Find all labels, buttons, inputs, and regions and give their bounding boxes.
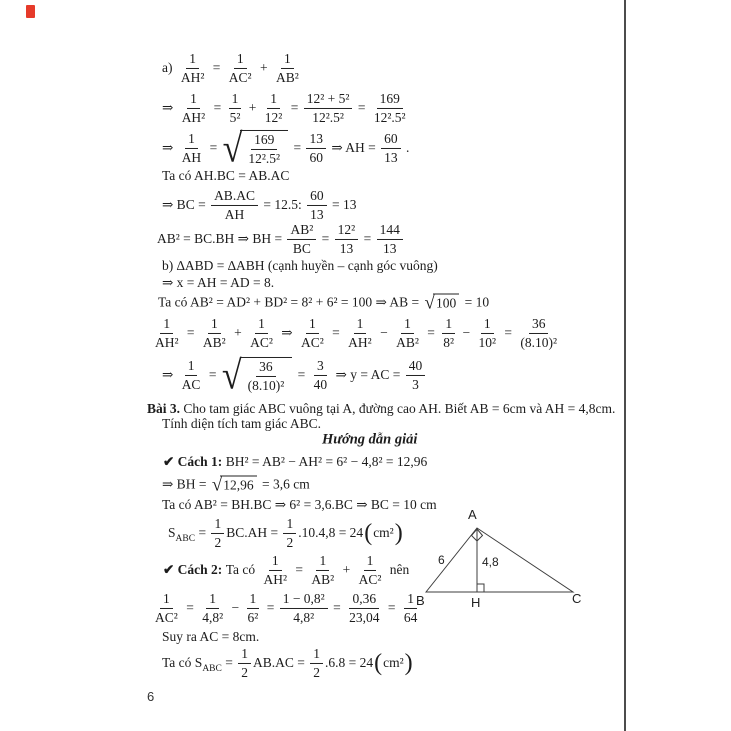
numerator: 1 [234, 51, 247, 69]
fraction [245, 359, 288, 393]
fraction [310, 646, 323, 680]
text-run: b) ∆ABD = ∆ABH (cạnh huyền – cạnh góc vuông) [162, 257, 438, 273]
big-paren: ) [404, 649, 413, 677]
text-run: = [318, 230, 333, 246]
text-run: = [384, 599, 399, 615]
text-run: cm² [383, 654, 404, 670]
text-run: ✔ Cách 1: [163, 453, 226, 469]
denominator: 2 [286, 534, 294, 550]
formula-line-L18 [168, 516, 404, 550]
denominator: AC² [228, 69, 252, 85]
numerator: 1 [185, 358, 198, 376]
base: S [194, 654, 203, 670]
text-run: = [183, 324, 198, 340]
denominator: AB² [311, 571, 335, 587]
numerator: 1 [229, 91, 242, 109]
text-run: = [263, 599, 278, 615]
formula-line-L5 [162, 188, 356, 222]
formula-line-L2 [162, 91, 411, 125]
denominator: 2 [313, 664, 320, 680]
fraction [238, 646, 251, 680]
text-run: BH² = AB² − AH² = 6² − 4,8² = 12,96 [225, 453, 428, 469]
text-run: = [195, 524, 210, 540]
formula-line-L6 [157, 222, 405, 256]
text-run: ⇒ BC = [162, 196, 210, 212]
text-run: ⇒ AH = [327, 139, 380, 155]
fraction [211, 188, 258, 222]
text-run: = [423, 324, 439, 340]
formula-line-L11 [162, 352, 427, 398]
denominator: 4,8² [293, 609, 315, 625]
denominator: 13 [382, 240, 397, 256]
text-run: AB² = BC.BH ⇒ BH = [157, 230, 286, 246]
denominator: (8.10)² [247, 377, 285, 393]
text-run: AB.AC = [252, 654, 309, 670]
denominator: 2 [214, 534, 222, 550]
page-number: 6 [147, 689, 155, 704]
text-run: ✔ Cách 2: [163, 561, 226, 577]
vertex-label-A: A [468, 507, 477, 522]
denominator: 13 [384, 149, 398, 165]
radical-icon: √ [211, 474, 223, 496]
fraction [406, 358, 426, 392]
denominator: AH [181, 149, 202, 165]
triangle-outline [426, 528, 573, 592]
numerator: 1 [306, 316, 319, 334]
fraction [377, 222, 403, 256]
formula-line-L3 [162, 125, 410, 171]
numerator: 3 [314, 358, 327, 376]
text-run: .10.4,8 = 24 [298, 524, 364, 540]
denominator: AB² [396, 334, 419, 350]
radical-icon: √ [222, 125, 243, 171]
fraction [280, 591, 328, 625]
denominator: BC [292, 240, 311, 256]
numerator: 1 [160, 591, 173, 609]
formula-line-L12 [147, 401, 615, 417]
numerator: 1 − 0,8² [280, 591, 328, 609]
fraction [307, 188, 327, 222]
numerator: 1 [283, 516, 296, 534]
text-run: Ta có AB² = AD² + BD² = 8² + 6² = 100 ⇒ AB = [158, 294, 423, 310]
numerator: 1 [269, 553, 282, 571]
text-run: .6.8 = 24 [324, 654, 374, 670]
base: S [168, 524, 176, 540]
denominator: AC² [155, 609, 178, 625]
fraction [179, 131, 205, 165]
radicand: 12,96 [220, 476, 256, 494]
text-run: ⇒ y = AC = [332, 366, 404, 382]
fraction [475, 316, 499, 350]
numerator: 60 [381, 131, 401, 149]
fraction [152, 316, 182, 350]
denominator: 12².5² [248, 150, 281, 166]
radical-icon: √ [221, 352, 242, 398]
numerator: 1 [247, 591, 260, 609]
numerator: 36 [529, 316, 549, 334]
denominator: 3 [412, 376, 419, 392]
denominator: AH [224, 206, 245, 222]
red-scan-mark [26, 5, 35, 18]
fraction [226, 51, 255, 85]
text-run: ⇒ BH = [162, 476, 210, 492]
numerator: 1 [206, 591, 219, 609]
subscripted-symbol [194, 654, 222, 674]
text-run: Cho tam giác ABC vuông tại A, đường cao AH. Biết AB = 6cm và AH = 4,8cm. [180, 400, 616, 416]
text-run: + [256, 59, 271, 75]
formula-line-L15 [163, 454, 427, 470]
big-paren: ( [374, 649, 383, 677]
text-run: = [329, 599, 345, 615]
denominator: AB² [275, 69, 299, 85]
text-run: = [360, 230, 375, 246]
text-run: nên [386, 561, 410, 577]
denominator: 13 [310, 206, 324, 222]
text-run: a) [162, 59, 176, 75]
fraction [346, 591, 382, 625]
denominator: 8² [443, 334, 455, 350]
formula-line-L16 [162, 476, 310, 495]
formula-line-L7 [162, 258, 438, 274]
fraction [227, 91, 244, 125]
subscript: ABC [202, 663, 222, 674]
fraction [260, 553, 290, 587]
text-run: = [354, 99, 369, 115]
scan-border-line [624, 0, 626, 731]
numerator: 60 [307, 188, 327, 206]
radicand [240, 357, 293, 393]
numerator: 1 [316, 553, 329, 571]
text-run: = [287, 99, 302, 115]
numerator: 144 [377, 222, 403, 240]
numerator: 1 [404, 591, 417, 609]
fraction [179, 91, 209, 125]
denominator: 10² [478, 334, 497, 350]
text-run: Ta có AH.BC = AB.AC [162, 167, 290, 183]
numerator: 36 [256, 359, 276, 377]
square-root [221, 352, 292, 398]
numerator: 40 [406, 358, 426, 376]
denominator: 12².5² [373, 109, 406, 125]
fraction [287, 222, 316, 256]
numerator: 1 [481, 316, 494, 334]
fraction [311, 358, 331, 392]
big-paren: ( [364, 519, 373, 547]
text-run: Suy ra AC = 8cm. [162, 628, 260, 644]
vertex-label-C: C [572, 591, 582, 606]
fraction [262, 91, 286, 125]
formula-line-L8 [162, 275, 274, 291]
denominator: (8.10)² [520, 334, 558, 350]
radical-icon: √ [424, 292, 435, 314]
denominator: 13 [339, 240, 354, 256]
fraction [308, 553, 337, 587]
text-run: Hướng dẫn giải [322, 431, 418, 448]
text-run: . [402, 139, 410, 155]
side-label-6: 6 [438, 553, 445, 567]
text-run: = [292, 561, 307, 577]
fraction [298, 316, 327, 350]
fraction [381, 131, 401, 165]
fraction [371, 91, 409, 125]
denominator: AC² [250, 334, 273, 350]
denominator: AH² [348, 334, 372, 350]
denominator: 4,8² [202, 609, 224, 625]
fraction [178, 51, 208, 85]
formula-line-L21 [162, 629, 259, 645]
formula-line-L13 [162, 416, 321, 432]
fraction [304, 91, 353, 125]
text-run: = [328, 324, 344, 340]
fraction [440, 316, 457, 350]
text-run: ⇒ [162, 139, 177, 155]
text-run: − [228, 599, 243, 615]
formula-line-L17 [162, 497, 437, 513]
text-run: = [221, 654, 237, 670]
numerator: 1 [187, 91, 200, 109]
fraction [335, 222, 359, 256]
numerator: 12² [335, 222, 359, 240]
fraction [393, 316, 422, 350]
text-run: Ta có AB² = BH.BC ⇒ 6² = 3,6.BC ⇒ BC = 10 cm [162, 496, 437, 512]
fraction [273, 51, 302, 85]
numerator: 0,36 [349, 591, 379, 609]
text-run: Ta có [225, 561, 259, 577]
formula-line-L10 [150, 316, 562, 350]
numerator: 1 [160, 316, 173, 334]
fraction [179, 358, 204, 392]
formula-line-L14 [322, 431, 417, 448]
text-run: = [294, 366, 309, 382]
fraction [245, 132, 283, 166]
text-run: = [501, 324, 516, 340]
formula-line-L20 [150, 591, 422, 625]
square-root [222, 125, 289, 171]
triangle-figure [410, 507, 585, 610]
denominator: 2 [241, 664, 248, 680]
numerator: 1 [238, 646, 251, 664]
fraction [245, 591, 262, 625]
denominator: 12² [264, 109, 283, 125]
fraction [199, 591, 226, 625]
square-root [425, 294, 460, 313]
numerator: 169 [251, 132, 277, 150]
text-run: = [205, 366, 220, 382]
right-angle-mark-H [477, 584, 484, 592]
text-run: cm² [373, 524, 394, 540]
numerator: 1 [255, 316, 268, 334]
numerator: AB.AC [211, 188, 258, 206]
text-run: + [339, 561, 354, 577]
numerator: 169 [377, 91, 403, 109]
fraction [211, 516, 224, 550]
numerator: 1 [364, 553, 377, 571]
radicand [240, 130, 288, 166]
denominator: 64 [403, 609, 418, 625]
fraction [200, 316, 229, 350]
denominator: AC² [300, 334, 324, 350]
formula-line-L9 [158, 294, 489, 313]
formula-line-L22 [162, 646, 414, 680]
subscripted-symbol [168, 524, 196, 544]
altitude-label-48: 4,8 [482, 555, 499, 569]
denominator: AC² [358, 571, 382, 587]
text-run: = 13 [328, 196, 357, 212]
text-run: = [290, 139, 305, 155]
numerator: 1 [208, 316, 221, 334]
denominator: AH² [263, 571, 288, 587]
vertex-label-B: B [416, 593, 425, 608]
foot-label-H: H [471, 595, 481, 610]
fraction [345, 316, 375, 350]
text-run: = [210, 99, 225, 115]
numerator: 12² + 5² [304, 91, 353, 109]
denominator: AH² [180, 69, 205, 85]
text-run: − [459, 324, 474, 340]
text-run: BC.AH = [226, 524, 282, 540]
text-run: + [245, 99, 260, 115]
numerator: 1 [310, 646, 323, 664]
text-run: = 12.5: [259, 196, 306, 212]
text-run: = [206, 139, 221, 155]
numerator: 1 [185, 131, 198, 149]
denominator: 6² [247, 609, 259, 625]
fraction [517, 316, 560, 350]
fraction [247, 316, 276, 350]
denominator: 5² [229, 109, 241, 125]
text-run: ⇒ [162, 99, 177, 115]
denominator: 12².5² [312, 109, 344, 125]
denominator: AH² [181, 109, 206, 125]
formula-line-L4 [162, 168, 289, 184]
numerator: 1 [186, 51, 199, 69]
fraction [356, 553, 385, 587]
denominator: AC [181, 376, 201, 392]
fraction [306, 131, 326, 165]
text-run: = [209, 59, 224, 75]
text-run: = 3,6 cm [258, 476, 310, 492]
fraction [152, 591, 181, 625]
text-run: = 10 [461, 294, 490, 310]
numerator: 1 [442, 316, 455, 334]
denominator: AB² [202, 334, 226, 350]
square-root [212, 476, 257, 495]
subscript: ABC [175, 533, 196, 544]
numerator: 13 [306, 131, 326, 149]
text-run: + [230, 324, 246, 340]
denominator: AH² [155, 334, 179, 350]
text-run: ⇒ x = AH = AD = 8. [162, 274, 275, 290]
text-run: ⇒ [277, 324, 296, 340]
text-run: = [182, 599, 198, 615]
text-run: ⇒ [162, 366, 177, 382]
numerator: 1 [267, 91, 280, 109]
formula-line-L1 [162, 51, 304, 85]
text-run: Bài 3. [147, 400, 181, 416]
denominator: 60 [309, 149, 323, 165]
radicand: 100 [433, 294, 459, 312]
numerator: 1 [354, 316, 367, 334]
numerator: 1 [281, 51, 294, 69]
text-run: Tính diện tích tam giác ABC. [162, 415, 321, 431]
numerator: 1 [401, 316, 414, 334]
denominator: 23,04 [349, 609, 380, 625]
big-paren: ) [394, 519, 403, 547]
text-run: − [376, 324, 392, 340]
numerator: AB² [287, 222, 316, 240]
denominator: 40 [313, 376, 328, 392]
numerator: 1 [211, 516, 224, 534]
formula-line-L19 [163, 553, 409, 587]
text-run: Ta có [162, 654, 195, 670]
fraction [283, 516, 296, 550]
